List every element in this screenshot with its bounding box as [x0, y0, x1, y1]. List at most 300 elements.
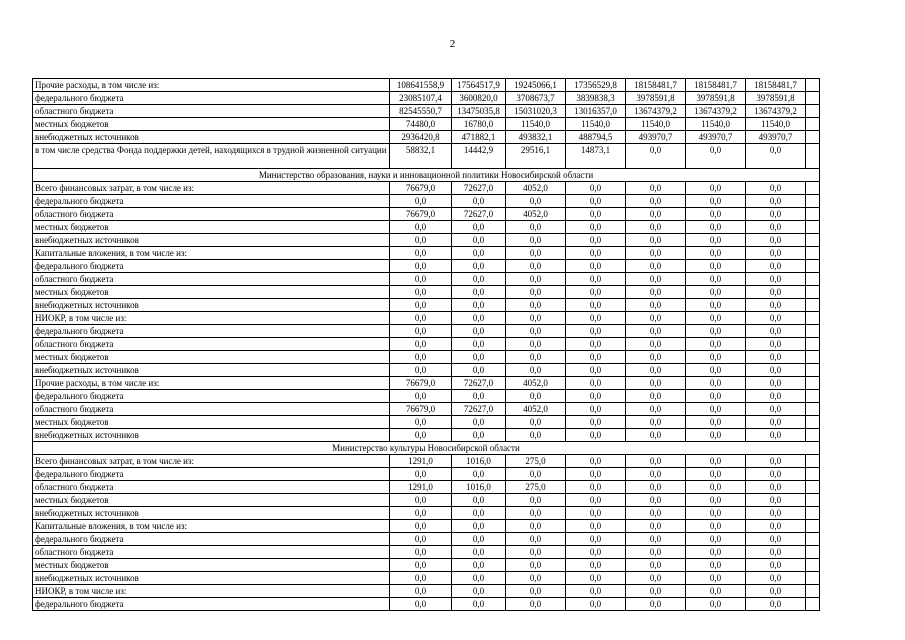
- value-cell: 0,0: [686, 364, 746, 377]
- value-cell: 72627,0: [452, 208, 506, 221]
- value-cell: 18158481,7: [686, 79, 746, 92]
- value-cell: 0,0: [626, 299, 686, 312]
- value-cell: 18158481,7: [626, 79, 686, 92]
- value-cell: 0,0: [390, 325, 452, 338]
- value-cell: 0,0: [566, 559, 626, 572]
- value-cell: 0,0: [452, 260, 506, 273]
- value-cell: 0,0: [390, 390, 452, 403]
- row-label: областного бюджета: [33, 403, 390, 416]
- value-cell: 0,0: [626, 208, 686, 221]
- value-cell: 0,0: [686, 468, 746, 481]
- value-cell: 0,0: [506, 286, 566, 299]
- value-cell: 0,0: [566, 533, 626, 546]
- value-cell: 275,0: [506, 455, 566, 468]
- value-cell: 3978591,8: [746, 92, 806, 105]
- value-cell: 0,0: [390, 559, 452, 572]
- value-cell: 0,0: [686, 286, 746, 299]
- value-cell: 0,0: [566, 546, 626, 559]
- empty-cell: [806, 559, 820, 572]
- value-cell: 0,0: [626, 234, 686, 247]
- value-cell: 0,0: [746, 533, 806, 546]
- empty-cell: [806, 144, 820, 169]
- table-row: [33, 494, 820, 507]
- row-label: областного бюджета: [33, 481, 390, 494]
- value-cell: 0,0: [626, 546, 686, 559]
- value-cell: 3600820,0: [452, 92, 506, 105]
- value-cell: 4052,0: [506, 403, 566, 416]
- empty-cell: [806, 208, 820, 221]
- value-cell: 0,0: [566, 286, 626, 299]
- value-cell: 0,0: [506, 273, 566, 286]
- value-cell: 0,0: [686, 390, 746, 403]
- value-cell: 0,0: [746, 247, 806, 260]
- empty-cell: [806, 494, 820, 507]
- value-cell: 0,0: [626, 195, 686, 208]
- value-cell: 0,0: [452, 312, 506, 325]
- value-cell: 17564517,9: [452, 79, 506, 92]
- value-cell: 58832,1: [390, 144, 452, 169]
- empty-cell: [806, 92, 820, 105]
- value-cell: 0,0: [566, 260, 626, 273]
- value-cell: 11540,0: [686, 118, 746, 131]
- value-cell: 0,0: [390, 468, 452, 481]
- empty-cell: [806, 598, 820, 611]
- value-cell: 0,0: [686, 481, 746, 494]
- empty-cell: [806, 247, 820, 260]
- value-cell: 0,0: [626, 390, 686, 403]
- empty-cell: [806, 131, 820, 144]
- value-cell: 14873,1: [566, 144, 626, 169]
- value-cell: 0,0: [626, 520, 686, 533]
- empty-cell: [806, 79, 820, 92]
- value-cell: 0,0: [452, 585, 506, 598]
- value-cell: 0,0: [566, 182, 626, 195]
- value-cell: 0,0: [390, 533, 452, 546]
- value-cell: 493970,7: [626, 131, 686, 144]
- value-cell: 0,0: [686, 429, 746, 442]
- value-cell: 0,0: [452, 390, 506, 403]
- value-cell: 0,0: [566, 208, 626, 221]
- value-cell: 0,0: [686, 598, 746, 611]
- value-cell: 0,0: [452, 221, 506, 234]
- table-row: [33, 481, 820, 494]
- value-cell: 72627,0: [452, 377, 506, 390]
- value-cell: 0,0: [566, 520, 626, 533]
- value-cell: 0,0: [746, 572, 806, 585]
- value-cell: 0,0: [566, 221, 626, 234]
- table-row: [33, 299, 820, 312]
- empty-cell: [806, 481, 820, 494]
- value-cell: 0,0: [390, 247, 452, 260]
- value-cell: 0,0: [626, 481, 686, 494]
- value-cell: 0,0: [746, 520, 806, 533]
- table-row: [33, 585, 820, 598]
- empty-cell: [806, 572, 820, 585]
- value-cell: 0,0: [506, 559, 566, 572]
- value-cell: 0,0: [746, 481, 806, 494]
- table-row: [33, 195, 820, 208]
- value-cell: 74480,0: [390, 118, 452, 131]
- value-cell: 0,0: [686, 195, 746, 208]
- empty-cell: [806, 312, 820, 325]
- value-cell: 0,0: [686, 455, 746, 468]
- value-cell: 0,0: [390, 260, 452, 273]
- value-cell: 0,0: [746, 299, 806, 312]
- value-cell: 0,0: [452, 351, 506, 364]
- value-cell: 0,0: [452, 299, 506, 312]
- value-cell: 0,0: [452, 273, 506, 286]
- table-row: [33, 390, 820, 403]
- value-cell: 0,0: [686, 299, 746, 312]
- row-label: федерального бюджета: [33, 195, 390, 208]
- table-row: [33, 92, 820, 105]
- value-cell: 0,0: [452, 195, 506, 208]
- value-cell: 471882,1: [452, 131, 506, 144]
- table-row: [33, 234, 820, 247]
- value-cell: 0,0: [390, 429, 452, 442]
- value-cell: 0,0: [746, 364, 806, 377]
- value-cell: 13674379,2: [686, 105, 746, 118]
- value-cell: 0,0: [746, 390, 806, 403]
- value-cell: 0,0: [626, 312, 686, 325]
- value-cell: 0,0: [746, 585, 806, 598]
- value-cell: 0,0: [506, 247, 566, 260]
- value-cell: 0,0: [452, 338, 506, 351]
- value-cell: 3839838,3: [566, 92, 626, 105]
- row-label: федерального бюджета: [33, 533, 390, 546]
- table-row: [33, 598, 820, 611]
- value-cell: 0,0: [626, 325, 686, 338]
- value-cell: 0,0: [506, 390, 566, 403]
- value-cell: 0,0: [686, 546, 746, 559]
- empty-cell: [806, 429, 820, 442]
- value-cell: 0,0: [566, 364, 626, 377]
- value-cell: 0,0: [390, 494, 452, 507]
- row-label: областного бюджета: [33, 208, 390, 221]
- value-cell: 0,0: [686, 585, 746, 598]
- value-cell: 0,0: [506, 299, 566, 312]
- value-cell: 0,0: [626, 351, 686, 364]
- row-label: местных бюджетов: [33, 351, 390, 364]
- value-cell: 14442,9: [452, 144, 506, 169]
- value-cell: 493970,7: [686, 131, 746, 144]
- value-cell: 0,0: [626, 533, 686, 546]
- value-cell: 4052,0: [506, 208, 566, 221]
- table-row: [33, 79, 820, 92]
- value-cell: 76679,0: [390, 182, 452, 195]
- table-row: [33, 533, 820, 546]
- value-cell: 0,0: [390, 351, 452, 364]
- row-label: областного бюджета: [33, 338, 390, 351]
- row-label: Всего финансовых затрат, в том числе из:: [33, 182, 390, 195]
- value-cell: 493970,7: [746, 131, 806, 144]
- value-cell: 0,0: [626, 494, 686, 507]
- value-cell: 0,0: [686, 273, 746, 286]
- value-cell: 0,0: [626, 144, 686, 169]
- value-cell: 0,0: [626, 273, 686, 286]
- value-cell: 493832,1: [506, 131, 566, 144]
- value-cell: 17356529,8: [566, 79, 626, 92]
- value-cell: 0,0: [390, 273, 452, 286]
- row-label: местных бюджетов: [33, 416, 390, 429]
- value-cell: 0,0: [506, 260, 566, 273]
- row-label: Всего финансовых затрат, в том числе из:: [33, 455, 390, 468]
- value-cell: 0,0: [566, 494, 626, 507]
- value-cell: 0,0: [566, 598, 626, 611]
- table-row: [33, 208, 820, 221]
- value-cell: 0,0: [686, 208, 746, 221]
- value-cell: 0,0: [746, 195, 806, 208]
- empty-cell: [806, 118, 820, 131]
- empty-cell: [806, 390, 820, 403]
- value-cell: 0,0: [686, 520, 746, 533]
- value-cell: 4052,0: [506, 182, 566, 195]
- section-title: Министерство образования, науки и инновационной политики Новосибирской области: [33, 169, 820, 182]
- row-label: внебюджетных источников: [33, 234, 390, 247]
- value-cell: 11540,0: [746, 118, 806, 131]
- row-label: областного бюджета: [33, 105, 390, 118]
- value-cell: 0,0: [566, 195, 626, 208]
- row-label: федерального бюджета: [33, 260, 390, 273]
- value-cell: 0,0: [686, 312, 746, 325]
- value-cell: 3708673,7: [506, 92, 566, 105]
- empty-cell: [806, 455, 820, 468]
- value-cell: 0,0: [506, 507, 566, 520]
- value-cell: 23085107,4: [390, 92, 452, 105]
- value-cell: 0,0: [566, 403, 626, 416]
- value-cell: 11540,0: [626, 118, 686, 131]
- value-cell: 0,0: [746, 416, 806, 429]
- table-row: [33, 416, 820, 429]
- value-cell: 0,0: [390, 572, 452, 585]
- row-label: Прочие расходы, в том числе из:: [33, 79, 390, 92]
- value-cell: 76679,0: [390, 403, 452, 416]
- value-cell: 488794,5: [566, 131, 626, 144]
- value-cell: 0,0: [566, 468, 626, 481]
- value-cell: 0,0: [626, 182, 686, 195]
- value-cell: 0,0: [566, 247, 626, 260]
- value-cell: 1016,0: [452, 481, 506, 494]
- value-cell: 0,0: [452, 598, 506, 611]
- value-cell: 11540,0: [506, 118, 566, 131]
- empty-cell: [806, 325, 820, 338]
- value-cell: 0,0: [686, 247, 746, 260]
- value-cell: 0,0: [390, 299, 452, 312]
- table-row: [33, 572, 820, 585]
- value-cell: 0,0: [686, 182, 746, 195]
- value-cell: 0,0: [506, 221, 566, 234]
- empty-cell: [806, 377, 820, 390]
- table-row: [33, 118, 820, 131]
- value-cell: 0,0: [746, 273, 806, 286]
- value-cell: 0,0: [566, 338, 626, 351]
- row-label: местных бюджетов: [33, 559, 390, 572]
- table-row: [33, 286, 820, 299]
- row-label: местных бюджетов: [33, 494, 390, 507]
- row-label: федерального бюджета: [33, 390, 390, 403]
- empty-cell: [806, 364, 820, 377]
- table-row: [33, 364, 820, 377]
- value-cell: 0,0: [686, 144, 746, 169]
- empty-cell: [806, 299, 820, 312]
- value-cell: 0,0: [686, 351, 746, 364]
- value-cell: 0,0: [746, 182, 806, 195]
- value-cell: 19245066,1: [506, 79, 566, 92]
- value-cell: 0,0: [506, 364, 566, 377]
- value-cell: 0,0: [390, 507, 452, 520]
- value-cell: 0,0: [566, 312, 626, 325]
- value-cell: 0,0: [626, 416, 686, 429]
- value-cell: 0,0: [746, 286, 806, 299]
- value-cell: 72627,0: [452, 403, 506, 416]
- empty-cell: [806, 533, 820, 546]
- value-cell: 0,0: [566, 455, 626, 468]
- row-label: внебюджетных источников: [33, 507, 390, 520]
- value-cell: 0,0: [686, 221, 746, 234]
- value-cell: 0,0: [506, 338, 566, 351]
- empty-cell: [806, 234, 820, 247]
- table-row: [33, 351, 820, 364]
- value-cell: 0,0: [566, 325, 626, 338]
- row-label: федерального бюджета: [33, 598, 390, 611]
- value-cell: 0,0: [686, 494, 746, 507]
- empty-cell: [806, 520, 820, 533]
- value-cell: 0,0: [686, 325, 746, 338]
- row-label: федерального бюджета: [33, 325, 390, 338]
- value-cell: 0,0: [506, 533, 566, 546]
- value-cell: 29516,1: [506, 144, 566, 169]
- value-cell: 13475035,8: [452, 105, 506, 118]
- value-cell: 0,0: [566, 351, 626, 364]
- value-cell: 0,0: [506, 195, 566, 208]
- value-cell: 0,0: [626, 468, 686, 481]
- value-cell: 0,0: [390, 286, 452, 299]
- value-cell: 0,0: [746, 403, 806, 416]
- value-cell: 0,0: [626, 559, 686, 572]
- value-cell: 0,0: [626, 338, 686, 351]
- value-cell: 76679,0: [390, 377, 452, 390]
- value-cell: 108641558,9: [390, 79, 452, 92]
- row-label: в том числе средства Фонда поддержки детей, находящихся в трудной жизненной ситуации: [33, 144, 390, 169]
- value-cell: 0,0: [746, 507, 806, 520]
- value-cell: 0,0: [452, 468, 506, 481]
- value-cell: 0,0: [452, 533, 506, 546]
- value-cell: 0,0: [506, 468, 566, 481]
- value-cell: 13016357,0: [566, 105, 626, 118]
- value-cell: 0,0: [452, 416, 506, 429]
- value-cell: 0,0: [686, 260, 746, 273]
- value-cell: 4052,0: [506, 377, 566, 390]
- row-label: внебюджетных источников: [33, 572, 390, 585]
- value-cell: 0,0: [452, 546, 506, 559]
- budget-table-body: [33, 79, 820, 611]
- value-cell: 0,0: [390, 416, 452, 429]
- value-cell: 1016,0: [452, 455, 506, 468]
- value-cell: 0,0: [626, 403, 686, 416]
- value-cell: 0,0: [746, 221, 806, 234]
- value-cell: 0,0: [746, 468, 806, 481]
- row-label: Прочие расходы, в том числе из:: [33, 377, 390, 390]
- value-cell: 0,0: [746, 144, 806, 169]
- value-cell: 0,0: [746, 234, 806, 247]
- value-cell: 0,0: [390, 312, 452, 325]
- value-cell: 0,0: [506, 494, 566, 507]
- value-cell: 3978591,8: [626, 92, 686, 105]
- value-cell: 0,0: [746, 598, 806, 611]
- section-title: Министерство культуры Новосибирской области: [33, 442, 820, 455]
- value-cell: 0,0: [686, 416, 746, 429]
- row-label: внебюджетных источников: [33, 364, 390, 377]
- row-label: Капитальные вложения, в том числе из:: [33, 520, 390, 533]
- value-cell: 0,0: [626, 429, 686, 442]
- value-cell: 0,0: [506, 598, 566, 611]
- row-label: федерального бюджета: [33, 468, 390, 481]
- value-cell: 0,0: [626, 377, 686, 390]
- value-cell: 15031020,3: [506, 105, 566, 118]
- empty-cell: [806, 403, 820, 416]
- table-row: [33, 455, 820, 468]
- empty-cell: [806, 416, 820, 429]
- value-cell: 0,0: [746, 312, 806, 325]
- value-cell: 0,0: [452, 325, 506, 338]
- value-cell: 82545550,7: [390, 105, 452, 118]
- value-cell: 0,0: [746, 338, 806, 351]
- value-cell: 0,0: [686, 234, 746, 247]
- value-cell: 0,0: [390, 221, 452, 234]
- value-cell: 0,0: [506, 429, 566, 442]
- value-cell: 0,0: [746, 429, 806, 442]
- value-cell: 275,0: [506, 481, 566, 494]
- value-cell: 1291,0: [390, 455, 452, 468]
- value-cell: 0,0: [566, 416, 626, 429]
- table-row: [33, 429, 820, 442]
- value-cell: 0,0: [452, 234, 506, 247]
- value-cell: 0,0: [506, 546, 566, 559]
- value-cell: 16780,0: [452, 118, 506, 131]
- value-cell: 0,0: [626, 585, 686, 598]
- value-cell: 0,0: [506, 416, 566, 429]
- value-cell: 11540,0: [566, 118, 626, 131]
- value-cell: 0,0: [686, 572, 746, 585]
- value-cell: 0,0: [566, 299, 626, 312]
- value-cell: 18158481,7: [746, 79, 806, 92]
- value-cell: 0,0: [566, 390, 626, 403]
- row-label: НИОКР, в том числе из:: [33, 585, 390, 598]
- value-cell: 0,0: [506, 585, 566, 598]
- table-row: [33, 403, 820, 416]
- value-cell: 76679,0: [390, 208, 452, 221]
- row-label: внебюджетных источников: [33, 131, 390, 144]
- value-cell: 1291,0: [390, 481, 452, 494]
- value-cell: 0,0: [566, 234, 626, 247]
- value-cell: 0,0: [506, 572, 566, 585]
- value-cell: 0,0: [566, 429, 626, 442]
- value-cell: 0,0: [452, 286, 506, 299]
- value-cell: 0,0: [626, 598, 686, 611]
- value-cell: 0,0: [390, 585, 452, 598]
- value-cell: 0,0: [626, 572, 686, 585]
- value-cell: 0,0: [626, 260, 686, 273]
- value-cell: 0,0: [452, 520, 506, 533]
- value-cell: 0,0: [390, 195, 452, 208]
- table-row: [33, 312, 820, 325]
- value-cell: 3978591,8: [686, 92, 746, 105]
- value-cell: 0,0: [452, 559, 506, 572]
- row-label: областного бюджета: [33, 273, 390, 286]
- value-cell: 0,0: [626, 507, 686, 520]
- value-cell: 0,0: [452, 429, 506, 442]
- value-cell: 0,0: [746, 208, 806, 221]
